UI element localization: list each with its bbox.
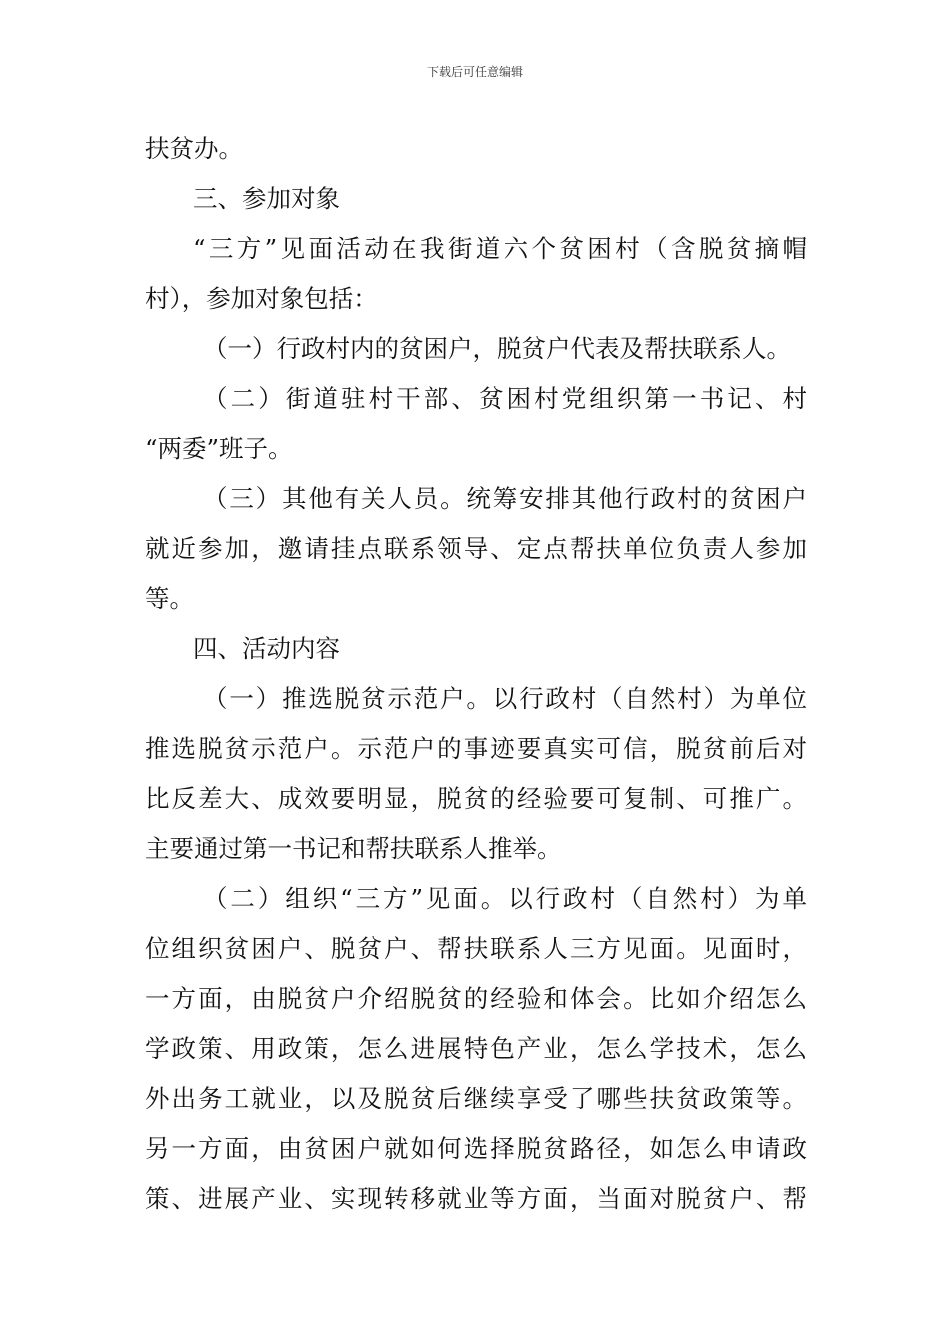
list-item-line: 外出务工就业，以及脱贫后继续享受了哪些扶贫政策等。 [145,1084,807,1113]
list-item-line: 比反差大、成效要明显，脱贫的经验要可复制、可推广。 [145,784,807,813]
section-heading-participants: 三、参加对象 [193,184,340,213]
list-item-line: 另一方面，由贫困户就如何选择脱贫路径，如怎么申请政 [145,1134,807,1163]
list-item-line: 一方面，由脱贫户介绍脱贫的经验和体会。比如介绍怎么 [145,984,807,1013]
list-item-line: 策、进展产业、实现转移就业等方面，当面对脱贫户、帮 [145,1184,807,1213]
list-item-line: （三）其他有关人员。统筹安排其他行政村的贫困户 [203,484,807,513]
list-item-line: （一）推选脱贫示范户。以行政村（自然村）为单位 [203,684,807,713]
text-line-continuation: 扶贫办。 [145,134,243,163]
list-item-line: 主要通过第一书记和帮扶联系人推举。 [145,834,562,863]
list-item-line: （二）街道驻村干部、贫困村党组织第一书记、村 [203,384,807,413]
list-item-line: 位组织贫困户、脱贫户、帮扶联系人三方见面。见面时， [145,934,807,963]
list-item-line: 学政策、用政策，怎么进展特色产业，怎么学技术，怎么 [145,1034,807,1063]
paragraph-line: “三方”见面活动在我街道六个贫困村（含脱贫摘帽 [193,234,807,263]
section-heading-activities: 四、活动内容 [193,634,340,663]
page-header: 下载后可任意编辑 [426,65,523,79]
list-item-line: 就近参加，邀请挂点联系领导、定点帮扶单位负责人参加 [145,534,807,563]
document-body [145,124,807,1224]
list-item-line: （二）组织“三方”见面。以行政村（自然村）为单 [203,884,807,913]
list-item-line: 等。 [145,584,194,613]
list-item-line: 推选脱贫示范户。示范户的事迹要真实可信，脱贫前后对 [145,734,807,763]
paragraph-line: 村），参加对象包括： [145,284,378,313]
list-item-line: （一）行政村内的贫困户，脱贫户代表及帮扶联系人。 [203,334,791,363]
list-item-line: “两委”班子。 [145,434,293,463]
